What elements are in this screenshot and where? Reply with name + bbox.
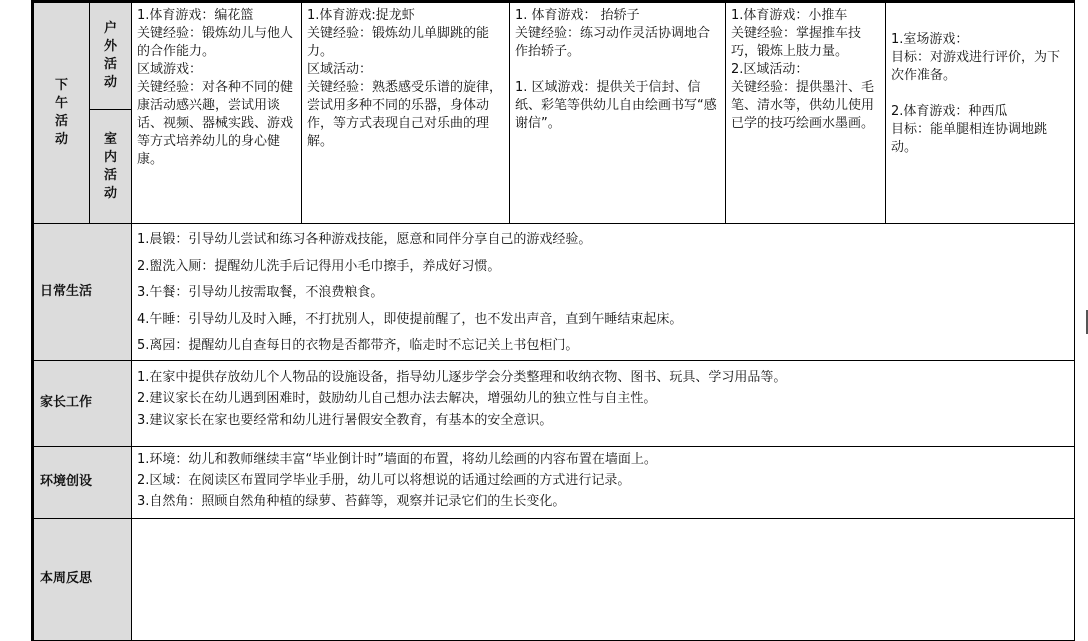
parent-work-item: 3.建议家长在家也要经常和幼儿进行暑假安全教育，有基本的安全意识。 — [137, 412, 553, 428]
environment-item: 2.区域：在阅读区布置同学毕业手册，幼儿可以将想说的话通过绘画的方式进行记录。 — [137, 472, 631, 488]
day-5-activities: 1.室场游戏： 目标：对游戏进行评价，为下次作准备。 2.体育游戏：种西瓜 目标：能单腿相连协调地跳动。 — [886, 2, 1075, 224]
environment-item: 3.自然角：照顾自然角种植的绿萝、苔藓等，观察并记录它们的生长变化。 — [137, 493, 566, 509]
environment-content — [132, 446, 1075, 518]
outdoor-activity-label: 户外活动 — [90, 2, 132, 110]
day-3-activities: 1. 体育游戏： 抬轿子 关键经验：练习动作灵活协调地合作抬轿子。 1. 区域游戏：提供关于信封、信纸、彩笔等供幼儿自由绘画书写“感谢信”。 — [510, 2, 726, 224]
parent-work-item: 2.建议家长在幼儿遇到困难时，鼓励幼儿自己想办法去解决，增强幼儿的独立性与自主性。 — [137, 391, 657, 406]
day-1-activities: 1.体育游戏：编花篮 关键经验：锻炼幼儿与他人的合作能力。 区域游戏： 关键经验：对各种不同的健康活动感兴趣，尝试用谈话、视频、器械实践、游戏等方式培养幼儿的身心健康。 — [132, 2, 302, 224]
daily-life-content — [132, 224, 1075, 361]
daily-life-label: 日常生活 — [33, 224, 132, 361]
day-4-activities: 1.体育游戏：小推车 关键经验：掌握推车技巧，锻炼上肢力量。 2.区域活动： 关键经验：提供墨汁、毛笔、清水等，供幼儿使用已学的技巧绘画水墨画。 — [726, 2, 886, 224]
day-2-activities: 1.体育游戏:捉龙虾 关键经验：锻炼幼儿单脚跳的能力。 区域活动： 关键经验：熟悉感受乐谱的旋律，尝试用多种不同的乐器，身体动作，等方式表现自己对乐曲的理解。 — [302, 2, 510, 224]
weekly-reflection-content[interactable] — [132, 518, 1075, 640]
environment-item: 1.环境：幼儿和教师继续丰富“毕业倒计时”墙面的布置，将幼儿绘画的内容布置在墙面上。 — [137, 451, 657, 467]
parent-work-label: 家长工作 — [33, 360, 132, 446]
parent-work-item: 1.在家中提供存放幼儿个人物品的设施设备，指导幼儿逐步学会分类整理和收纳衣物、图书、玩具、学习用品等。 — [137, 369, 787, 385]
environment-label: 环境创设 — [33, 446, 132, 518]
weekly-plan-sheet — [31, 0, 1073, 634]
daily-life-item: 4.午睡：引导幼儿及时入睡，不打扰别人，即使提前醒了，也不发出声音，直到午睡结束起床。 — [137, 311, 683, 327]
daily-life-item: 1.晨锻：引导幼儿尝试和练习各种游戏技能，愿意和同伴分享自己的游戏经验。 — [137, 232, 592, 247]
daily-life-item: 5.离园：提醒幼儿自查每日的衣物是否都带齐，临走时不忘记关上书包柜门。 — [137, 338, 579, 353]
parent-work-content — [132, 360, 1075, 446]
daily-life-item: 3.午餐：引导幼儿按需取餐，不浪费粮食。 — [137, 285, 384, 300]
indoor-activity-label: 室内活动 — [90, 110, 132, 224]
weekly-plan-table — [31, 0, 1075, 641]
afternoon-activity-label: 下午活动 — [33, 2, 90, 224]
weekly-reflection-label: 本周反思 — [33, 518, 132, 640]
daily-life-item: 2.盥洗入厕：提醒幼儿洗手后记得用小毛巾擦手，养成好习惯。 — [137, 258, 501, 274]
